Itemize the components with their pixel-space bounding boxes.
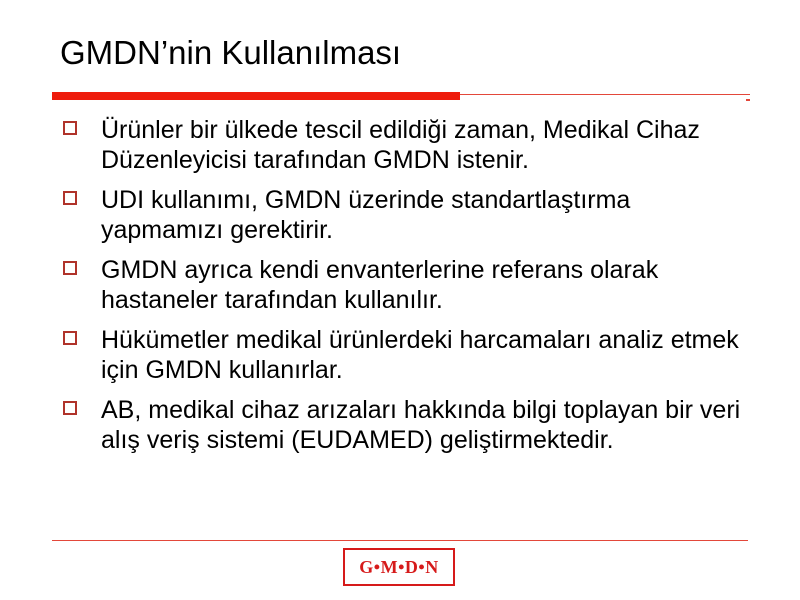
bullet-item <box>62 185 752 245</box>
bullet-item <box>62 325 752 385</box>
hollow-square-bullet-icon <box>63 261 77 275</box>
title-underline-tick <box>746 99 750 101</box>
bullet-text: AB, medikal cihaz arızaları hakkında bilgi toplayan bir veri alış veriş sistemi (EUDAMED) geliştirmektedir. <box>101 396 741 454</box>
bullet-item <box>62 115 752 175</box>
bullet-list <box>62 115 752 465</box>
bullet-text: GMDN ayrıca kendi envanterlerine referans olarak hastaneler tarafından kullanılır. <box>101 256 659 314</box>
hollow-square-bullet-icon <box>63 121 77 135</box>
bullet-item <box>62 255 752 315</box>
gmdn-logo: G•M•D•N <box>343 548 455 586</box>
bullet-text: Ürünler bir ülkede tescil edildiği zaman, Medikal Cihaz Düzenleyicisi tarafından GMDN istenir. <box>101 116 700 174</box>
bullet-text: Hükümetler medikal ürünlerdeki harcamaları analiz etmek için GMDN kullanırlar. <box>101 326 739 384</box>
hollow-square-bullet-icon <box>63 401 77 415</box>
slide-title: GMDN’nin Kullanılması <box>60 34 402 71</box>
footer-divider <box>52 540 748 541</box>
hollow-square-bullet-icon <box>63 191 77 205</box>
title-underline-accent <box>52 92 460 100</box>
bullet-item <box>62 395 752 455</box>
hollow-square-bullet-icon <box>63 331 77 345</box>
bullet-text: UDI kullanımı, GMDN üzerinde standartlaştırma yapmamızı gerektirir. <box>101 186 631 244</box>
